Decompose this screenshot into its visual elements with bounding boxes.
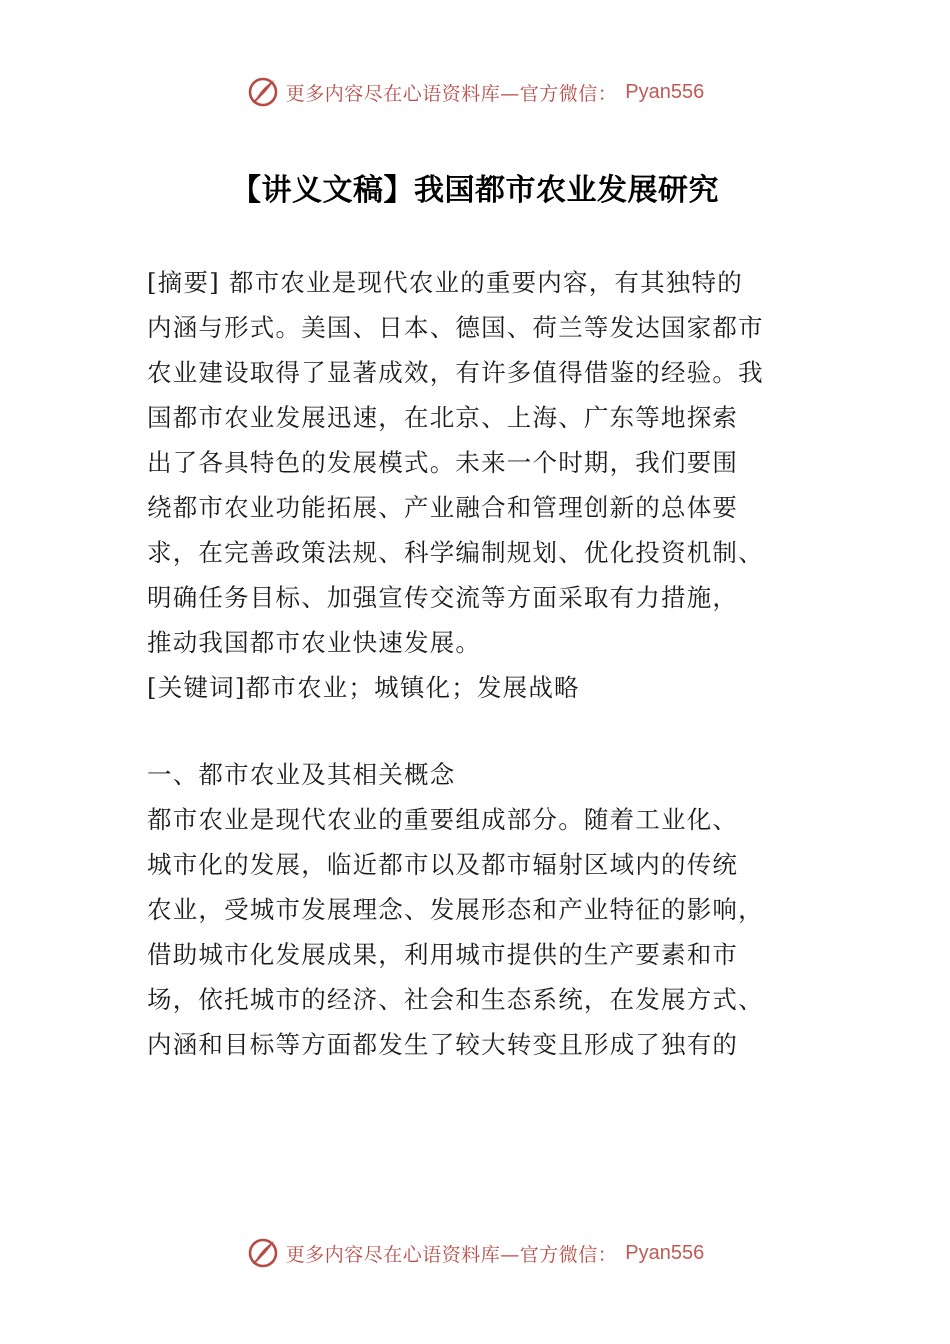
section-line: 场，依托城市的经济、社会和生态系统，在发展方式、 — [147, 985, 764, 1014]
watermark-text: 更多内容尽在心语资料库—官方微信： — [285, 82, 618, 105]
watermark-wechat-id: Pyan556 — [625, 1241, 705, 1264]
section-line: 借助城市化发展成果，利用城市提供的生产要素和市 — [147, 940, 739, 969]
abstract-line: [摘要] 都市农业是现代农业的重要内容，有其独特的 — [147, 268, 743, 297]
document-title: 【讲义文稿】我国都市农业发展研究 — [231, 173, 719, 208]
abstract-line: 国都市农业发展迅速，在北京、上海、广东等地探索 — [147, 403, 739, 432]
quill-circle-icon — [246, 1236, 280, 1270]
section-heading: 一、都市农业及其相关概念 — [147, 760, 456, 789]
footer-watermark — [0, 1233, 950, 1273]
keywords-line: [关键词]都市农业；城镇化；发展战略 — [147, 673, 580, 702]
document-body — [147, 260, 815, 1067]
quill-circle-icon — [246, 75, 280, 109]
paragraph-gap — [147, 710, 815, 752]
watermark-wechat-id: Pyan556 — [625, 80, 705, 103]
abstract-line: 农业建设取得了显著成效，有许多值得借鉴的经验。我 — [147, 358, 764, 387]
abstract-line: 出了各具特色的发展模式。未来一个时期，我们要围 — [147, 448, 739, 477]
section-line: 内涵和目标等方面都发生了较大转变且形成了独有的 — [147, 1030, 739, 1059]
header-watermark — [0, 72, 950, 112]
abstract-line: 绕都市农业功能拓展、产业融合和管理创新的总体要 — [147, 493, 739, 522]
abstract-line: 求，在完善政策法规、科学编制规划、优化投资机制、 — [147, 538, 764, 567]
abstract-line: 内涵与形式。美国、日本、德国、荷兰等发达国家都市 — [147, 313, 764, 342]
section-line: 都市农业是现代农业的重要组成部分。随着工业化、 — [147, 805, 739, 834]
abstract-line: 推动我国都市农业快速发展。 — [147, 628, 482, 657]
section-line: 农业，受城市发展理念、发展形态和产业特征的影响， — [147, 895, 764, 924]
section-line: 城市化的发展，临近都市以及都市辐射区域内的传统 — [147, 850, 739, 879]
abstract-line: 明确任务目标、加强宣传交流等方面采取有力措施， — [147, 583, 739, 612]
watermark-text: 更多内容尽在心语资料库—官方微信： — [285, 1243, 618, 1266]
